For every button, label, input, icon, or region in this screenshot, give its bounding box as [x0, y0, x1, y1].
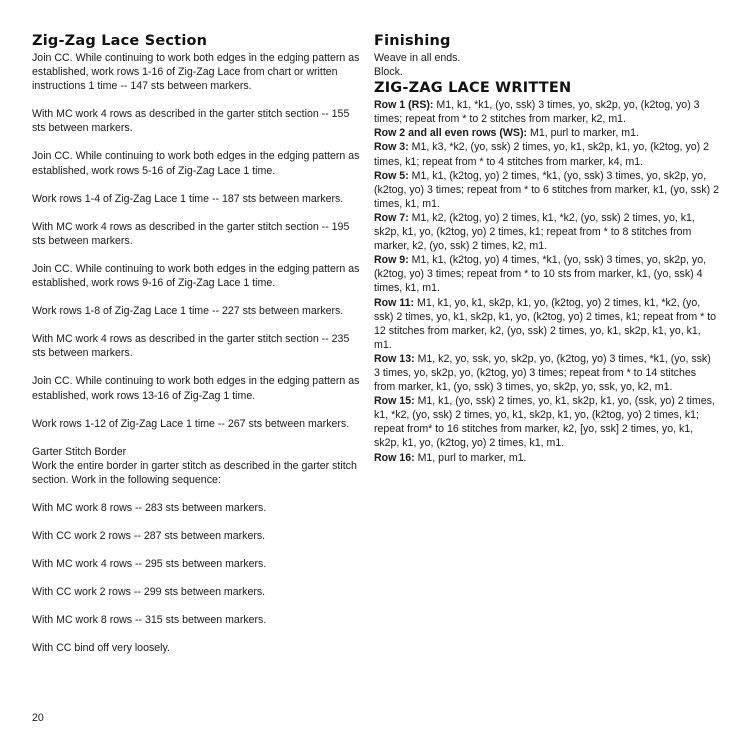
pattern-row	[374, 352, 719, 394]
instruction-paragraph: Work rows 1-12 of Zig-Zag Lace 1 time -- 267 sts between markers.	[32, 417, 350, 430]
instruction-paragraph: Join CC. While continuing to work both edges in the edging pattern as established, work rows 9-16 of Zig-Zag Lace 1 time.	[32, 262, 360, 290]
instruction-paragraph: With MC work 4 rows as described in the garter stitch section -- 235 sts between markers.	[32, 333, 350, 360]
sequence-step: With MC work 8 rows -- 283 sts between markers.	[32, 501, 267, 514]
row-text: M1, purl to marker, m1.	[527, 127, 639, 140]
row-text: M1, k1, (k2tog, yo) 2 times, *k1, (yo, ssk) 3 times, yo, sk2p, yo, (k2tog, yo) 3 times; repeat from * to 6 stitches from marker, k1, (yo, ssk) 2 times, k1, m1.	[374, 169, 719, 210]
page-number: 20	[32, 712, 44, 724]
row-text: M1, purl to marker, m1.	[414, 451, 527, 464]
row-text: M1, k1, (yo, ssk) 2 times, yo, k1, sk2p, k1, yo, (ssk, yo) 2 times, k1, *k2, (yo, ssk) 2 times, yo, k1, sk2p, k1, yo, (k2tog, yo) 2 times, k1; repeat from* to 16 stitches from marker, k2, [yo, ssk] 2 times, yo, k1, sk2p, k1, yo, (k2tog, yo) 2 times, k1, m1.	[374, 395, 715, 450]
row-label: Row 11:	[374, 296, 415, 309]
row-text: M1, k3, *k2, (yo, ssk) 2 times, yo, k1, sk2p, k1, yo, (k2tog, yo) 2 times, k1; repeat from * to 4 stitches from marker, k4, m1.	[374, 141, 709, 168]
instruction-paragraph: Work rows 1-4 of Zig-Zag Lace 1 time -- 187 sts between markers.	[32, 192, 344, 205]
row-label: Row 7:	[374, 211, 409, 224]
row-label: Row 16:	[374, 451, 415, 464]
row-label: Row 5:	[374, 169, 409, 182]
row-label: Row 2 and all even rows (WS):	[374, 127, 528, 140]
instruction-paragraph: With MC work 4 rows as described in the garter stitch section -- 155 sts between markers.	[32, 108, 350, 135]
row-label: Row 13:	[374, 352, 415, 365]
row-label: Row 15:	[374, 395, 415, 408]
section-heading-written-pattern: ZIG-ZAG LACE WRITTEN	[374, 80, 572, 97]
row-text: M1, k2, (k2tog, yo) 2 times, k1, *k2, (yo, ssk) 2 times, yo, k1, sk2p, k1, yo, (k2tog, yo) 2 times, k1; repeat from * to 8 stitches from marker, k2, (yo, ssk) 2 times, k2, m1.	[374, 211, 695, 253]
row-text: M1, k1, (k2tog, yo) 4 times, *k1, (yo, ssk) 3 times, yo, sk2p, yo, (k2tog, yo) 3 times; repeat from * to 10 sts from marker, k1, (yo, ssk) 4 times, k1, m1.	[374, 254, 707, 295]
pattern-row	[374, 253, 719, 295]
sequence-step: With CC work 2 rows -- 287 sts between markers.	[32, 530, 266, 543]
sequence-step: With CC work 2 rows -- 299 sts between markers.	[32, 586, 266, 599]
finishing-line: Block.	[374, 66, 403, 79]
instruction-paragraph: Work rows 1-8 of Zig-Zag Lace 1 time -- 227 sts between markers.	[32, 305, 344, 318]
instruction-paragraph: Join CC. While continuing to work both edges in the edging pattern as established, work rows 13-16 of Zig-Zag 1 time.	[32, 375, 360, 402]
row-label: Row 9:	[374, 254, 409, 267]
pattern-row	[374, 126, 719, 140]
garter-border-title: Garter Stitch Border	[32, 445, 127, 458]
row-text: M1, k1, yo, k1, sk2p, k1, yo, (k2tog, yo) 2 times, k1, *k2, (yo, ssk) 2 times, yo, k1, sk2p, k1, yo, (k2tog, yo) 2 times, k1; repeat from * to 12 stitches from marker, k2, (yo, ssk) 2 times, yo, k1, sk2p, k1, yo, k1, m1.	[374, 296, 717, 351]
pattern-row	[374, 140, 719, 168]
section-heading-zig-zag-lace: Zig-Zag Lace Section	[32, 33, 208, 49]
sequence-step: With CC bind off very loosely.	[32, 642, 170, 655]
pattern-row	[374, 211, 719, 253]
garter-border-intro: Work the entire border in garter stitch as described in the garter stitch section. Work in the following sequence:	[32, 459, 357, 486]
instruction-paragraph: With MC work 4 rows as described in the garter stitch section -- 195 sts between markers.	[32, 220, 350, 247]
row-label: Row 1 (RS):	[374, 99, 434, 112]
sequence-step: With MC work 4 rows -- 295 sts between markers.	[32, 558, 267, 571]
left-column	[32, 32, 362, 656]
pattern-row	[374, 98, 719, 126]
sequence-step: With MC work 8 rows -- 315 sts between markers.	[32, 614, 267, 627]
section-heading-finishing: Finishing	[374, 33, 451, 49]
pattern-row	[374, 169, 719, 211]
row-text: M1, k2, yo, ssk, yo, sk2p, yo, (k2tog, yo) 3 times, *k1, (yo, ssk) 3 times, yo, sk2p, yo, (k2tog, yo) 3 times; repeat from * to 14 stitches from marker, k1, (yo, ssk) 3 times, yo, sk2p, yo, ssk, yo, k2, m1.	[374, 352, 711, 394]
row-text: M1, k1, *k1, (yo, ssk) 3 times, yo, sk2p, yo, (k2tog, yo) 3 times; repeat from * to 2 stitches from marker, k2, m1.	[374, 99, 700, 126]
right-column	[374, 32, 719, 465]
finishing-line: Weave in all ends.	[374, 52, 461, 64]
pattern-row	[374, 394, 719, 450]
pattern-row	[374, 296, 719, 352]
instruction-paragraph: Join CC. While continuing to work both edges in the edging pattern as established, work rows 1-16 of Zig-Zag Lace from chart or written instructions 1 time -- 147 sts between markers.	[32, 52, 360, 93]
pattern-row	[374, 451, 719, 465]
row-label: Row 3:	[374, 141, 409, 154]
instruction-paragraph: Join CC. While continuing to work both edges in the edging pattern as established, work rows 5-16 of Zig-Zag Lace 1 time.	[32, 150, 360, 177]
